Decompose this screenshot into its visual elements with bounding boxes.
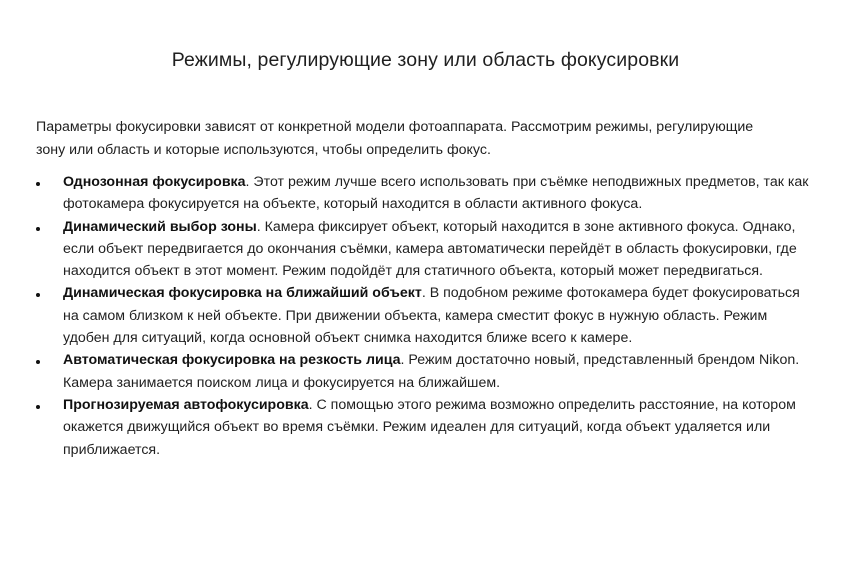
- slide-title: Режимы, регулирующие зону или область фокусировки: [171, 49, 680, 71]
- list-item: [36, 394, 816, 461]
- mode-description: . В подобном режиме фотокамера будет фокусироваться на самом близком к ней объекте. При движении объекта, камера сместит фокус в нужную область. Режим удобен для ситуаций, когда основной объект снимка находится ближе всего к камере.: [63, 285, 800, 347]
- bullet-icon: [36, 360, 40, 364]
- mode-name: Динамический выбор зоны: [63, 218, 257, 235]
- mode-name: Динамическая фокусировка на ближайший объект: [63, 285, 422, 302]
- bullet-icon: [36, 227, 40, 231]
- bullet-icon: [36, 182, 40, 186]
- focus-modes-list: [36, 171, 816, 461]
- mode-name: Прогнозируемая автофокусировка: [63, 396, 309, 413]
- mode-name: Автоматическая фокусировка на резкость лица: [63, 352, 401, 369]
- list-item: [36, 349, 816, 394]
- mode-description: . Этот режим лучше всего использовать при съёмке неподвижных предметов, так как фотокамера фокусируется на объекте, который находится в области активного фокуса.: [63, 174, 809, 213]
- mode-description: . Камера фиксирует объект, который находится в зоне активного фокуса. Однако, если объект передвигается до окончания съёмки, камера автоматически перейдёт в область фокусировки, где находится объект в этот момент. Режим подойдёт для статичного объекта, который может передвигаться.: [63, 218, 797, 280]
- list-item: [36, 171, 816, 216]
- list-item: [36, 282, 816, 349]
- mode-description: . С помощью этого режима возможно определить расстояние, на котором окажется движущийся объект во время съёмки. Режим идеален для ситуаций, когда объект удаляется или приближается.: [63, 396, 796, 458]
- bullet-icon: [36, 405, 40, 409]
- mode-name: Однозонная фокусировка: [63, 174, 246, 190]
- list-item: [36, 216, 816, 283]
- mode-description: . Режим достаточно новый, представленный брендом Nikon. Камера занимается поиском лица и фокусируется на ближайшем.: [63, 352, 800, 391]
- intro-paragraph: Параметры фокусировки зависят от конкретной модели фотоаппарата. Рассмотрим режимы, регулирующие зону или область и которые используются, чтобы определить фокус.: [36, 119, 754, 158]
- bullet-icon: [36, 293, 40, 297]
